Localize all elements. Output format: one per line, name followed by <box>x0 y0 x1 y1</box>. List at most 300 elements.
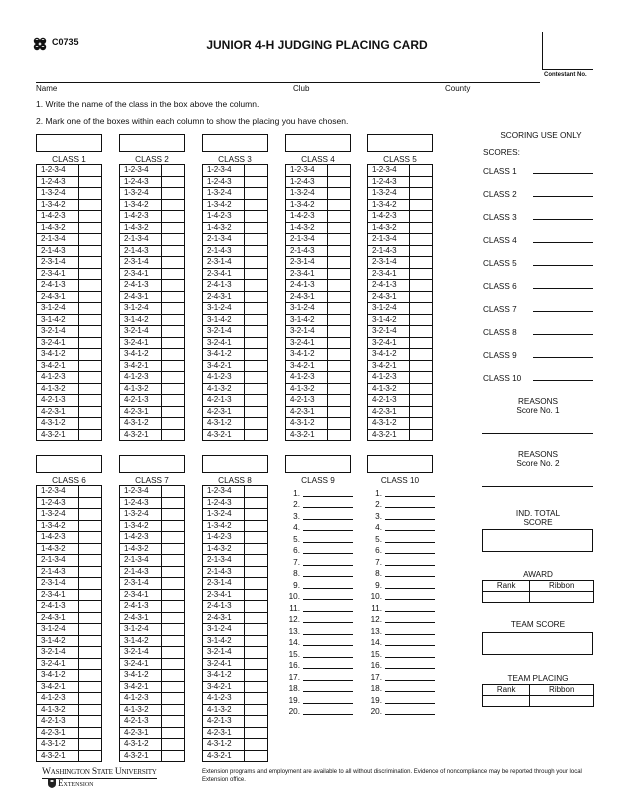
placing-row <box>203 176 268 188</box>
placing-checkbox[interactable] <box>79 314 102 326</box>
placing-checkbox[interactable] <box>245 314 268 326</box>
placing-checkbox[interactable] <box>245 372 268 384</box>
placing-checkbox[interactable] <box>410 429 433 441</box>
placing-checkbox[interactable] <box>79 727 102 739</box>
placing-entry-line[interactable] <box>303 637 353 646</box>
class-name-box[interactable] <box>119 455 185 473</box>
placing-number: 5. <box>293 534 300 544</box>
placing-checkbox[interactable] <box>79 199 102 211</box>
score-entry-line[interactable] <box>533 165 593 174</box>
placing-checkbox[interactable] <box>162 658 185 670</box>
placing-checkbox[interactable] <box>245 211 268 223</box>
score-entry-line[interactable] <box>533 234 593 243</box>
placing-checkbox[interactable] <box>162 681 185 693</box>
placing-checkbox[interactable] <box>328 222 351 234</box>
placing-entry-line[interactable] <box>385 511 435 520</box>
placing-checkbox[interactable] <box>245 497 268 509</box>
placing-entry-line[interactable] <box>303 660 353 669</box>
placing-checkbox[interactable] <box>245 222 268 234</box>
placing-checkbox[interactable] <box>79 429 102 441</box>
placing-checkbox[interactable] <box>162 314 185 326</box>
placing-checkbox[interactable] <box>79 280 102 292</box>
placing-checkbox[interactable] <box>410 372 433 384</box>
placing-entry-line[interactable] <box>303 706 353 715</box>
placing-checkbox[interactable] <box>245 291 268 303</box>
placing-checkbox[interactable] <box>328 199 351 211</box>
placing-checkbox[interactable] <box>245 624 268 636</box>
placing-checkbox[interactable] <box>79 268 102 280</box>
placing-checkbox[interactable] <box>162 635 185 647</box>
placing-checkbox[interactable] <box>245 280 268 292</box>
placing-checkbox[interactable] <box>328 280 351 292</box>
placing-checkbox[interactable] <box>410 326 433 338</box>
placing-entry-line[interactable] <box>303 580 353 589</box>
placing-checkbox[interactable] <box>162 291 185 303</box>
name-club-county-line[interactable] <box>36 82 540 83</box>
placing-checkbox[interactable] <box>162 578 185 590</box>
placing-checkbox[interactable] <box>79 360 102 372</box>
placing-checkbox[interactable] <box>245 326 268 338</box>
placing-checkbox[interactable] <box>328 383 351 395</box>
placing-checkbox[interactable] <box>162 601 185 613</box>
placing-checkbox[interactable] <box>245 360 268 372</box>
placing-checkbox[interactable] <box>410 222 433 234</box>
placing-checkbox[interactable] <box>162 624 185 636</box>
placing-checkbox[interactable] <box>410 314 433 326</box>
placing-checkbox[interactable] <box>245 555 268 567</box>
placing-checkbox[interactable] <box>328 372 351 384</box>
placing-checkbox[interactable] <box>79 750 102 762</box>
placing-entry-line[interactable] <box>385 614 435 623</box>
placing-checkbox[interactable] <box>162 716 185 728</box>
placing-checkbox[interactable] <box>79 211 102 223</box>
score-entry-line[interactable] <box>533 303 593 312</box>
placing-checkbox[interactable] <box>79 647 102 659</box>
placing-checkbox[interactable] <box>410 349 433 361</box>
placing-checkbox[interactable] <box>410 199 433 211</box>
placing-number: 19. <box>288 695 300 705</box>
placing-checkbox[interactable] <box>79 635 102 647</box>
placing-checkbox[interactable] <box>245 635 268 647</box>
placing-checkbox[interactable] <box>162 739 185 751</box>
placing-checkbox[interactable] <box>79 739 102 751</box>
placing-checkbox[interactable] <box>162 372 185 384</box>
placing-row <box>286 222 351 234</box>
placing-line-row <box>367 682 435 694</box>
team-score-box[interactable] <box>482 632 593 655</box>
placing-checkbox[interactable] <box>162 418 185 430</box>
score-entry-line[interactable] <box>533 326 593 335</box>
placing-order: 4-2-1-3 <box>368 395 410 407</box>
placing-entry-line[interactable] <box>385 603 435 612</box>
placing-checkbox[interactable] <box>162 383 185 395</box>
placing-checkbox[interactable] <box>79 497 102 509</box>
placing-checkbox[interactable] <box>162 349 185 361</box>
placing-row <box>203 647 268 659</box>
placing-entry-line[interactable] <box>303 695 353 704</box>
class-name-box[interactable] <box>367 134 433 152</box>
placing-checkbox[interactable] <box>79 372 102 384</box>
placing-checkbox[interactable] <box>79 681 102 693</box>
placing-checkbox[interactable] <box>410 280 433 292</box>
class-name-box[interactable] <box>367 455 433 473</box>
placing-entry-line[interactable] <box>303 488 353 497</box>
placing-checkbox[interactable] <box>162 268 185 280</box>
placing-row <box>37 291 102 303</box>
placing-checkbox[interactable] <box>79 349 102 361</box>
placing-row <box>37 395 102 407</box>
placing-checkbox[interactable] <box>162 555 185 567</box>
placing-checkbox[interactable] <box>79 176 102 188</box>
placing-entry-line[interactable] <box>385 580 435 589</box>
placing-entry-line[interactable] <box>385 488 435 497</box>
placing-checkbox[interactable] <box>245 716 268 728</box>
placing-order: 3-1-4-2 <box>368 314 410 326</box>
placing-checkbox[interactable] <box>245 739 268 751</box>
placing-checkbox[interactable] <box>79 704 102 716</box>
placing-checkbox[interactable] <box>410 291 433 303</box>
placing-checkbox[interactable] <box>79 543 102 555</box>
placing-entry-line[interactable] <box>303 522 353 531</box>
placing-checkbox[interactable] <box>328 188 351 200</box>
placing-entry-line[interactable] <box>303 591 353 600</box>
placing-order: 3-1-4-2 <box>203 635 245 647</box>
team-rank-cell[interactable] <box>483 696 530 707</box>
award-rank-cell[interactable] <box>483 592 530 603</box>
placing-checkbox[interactable] <box>162 589 185 601</box>
placing-entry-line[interactable] <box>385 649 435 658</box>
placing-checkbox[interactable] <box>162 612 185 624</box>
placing-checkbox[interactable] <box>79 670 102 682</box>
placing-checkbox[interactable] <box>79 658 102 670</box>
class-name-box[interactable] <box>36 455 102 473</box>
placing-entry-line[interactable] <box>303 545 353 554</box>
placing-checkbox[interactable] <box>162 566 185 578</box>
placing-row <box>203 555 268 567</box>
team-ribbon-cell[interactable] <box>530 696 594 707</box>
score-entry-line[interactable] <box>533 188 593 197</box>
placing-checkbox[interactable] <box>328 234 351 246</box>
placing-checkbox[interactable] <box>410 360 433 372</box>
score-entry-line[interactable] <box>533 349 593 358</box>
placing-checkbox[interactable] <box>79 601 102 613</box>
placing-checkbox[interactable] <box>162 532 185 544</box>
placing-entry-line[interactable] <box>385 695 435 704</box>
class-column-3 <box>202 134 268 441</box>
score-entry-line[interactable] <box>533 211 593 220</box>
placing-checkbox[interactable] <box>79 303 102 315</box>
placing-checkbox[interactable] <box>328 418 351 430</box>
placing-checkbox[interactable] <box>245 176 268 188</box>
placing-entry-line[interactable] <box>303 534 353 543</box>
placing-order: 2-4-1-3 <box>37 601 79 613</box>
placing-order: 3-2-4-1 <box>37 658 79 670</box>
placing-checkbox[interactable] <box>79 257 102 269</box>
score-entry-line[interactable] <box>533 257 593 266</box>
placing-order: 4-2-3-1 <box>286 406 328 418</box>
placing-checkbox[interactable] <box>162 245 185 257</box>
placing-entry-line[interactable] <box>303 511 353 520</box>
placing-checkbox[interactable] <box>162 520 185 532</box>
placing-checkbox[interactable] <box>162 727 185 739</box>
placing-checkbox[interactable] <box>245 245 268 257</box>
placing-checkbox[interactable] <box>162 188 185 200</box>
placing-checkbox[interactable] <box>410 245 433 257</box>
placing-checkbox[interactable] <box>79 383 102 395</box>
placing-checkbox[interactable] <box>245 612 268 624</box>
award-ribbon-cell[interactable] <box>530 592 594 603</box>
placing-checkbox[interactable] <box>245 337 268 349</box>
placing-checkbox[interactable] <box>79 418 102 430</box>
placing-checkbox[interactable] <box>79 509 102 521</box>
placing-checkbox[interactable] <box>328 314 351 326</box>
placing-entry-line[interactable] <box>303 557 353 566</box>
class-name-box[interactable] <box>202 455 268 473</box>
placing-checkbox[interactable] <box>410 188 433 200</box>
placing-checkbox[interactable] <box>79 291 102 303</box>
ind-total-score-box[interactable] <box>482 529 593 552</box>
placing-checkbox[interactable] <box>162 543 185 555</box>
placing-order: 1-3-2-4 <box>203 509 245 521</box>
class-name-box[interactable] <box>285 134 351 152</box>
placing-checkbox[interactable] <box>162 337 185 349</box>
placing-checkbox[interactable] <box>79 555 102 567</box>
placing-entry-line[interactable] <box>303 568 353 577</box>
instruction-1: 1. Write the name of the class in the box above the column. <box>36 99 260 109</box>
placing-checkbox[interactable] <box>245 693 268 705</box>
placing-checkbox[interactable] <box>162 326 185 338</box>
placing-checkbox[interactable] <box>245 303 268 315</box>
placing-checkbox[interactable] <box>245 681 268 693</box>
placing-entry-line[interactable] <box>385 522 435 531</box>
placing-order: 3-2-4-1 <box>368 337 410 349</box>
placing-checkbox[interactable] <box>245 543 268 555</box>
placing-checkbox[interactable] <box>162 176 185 188</box>
placing-line-row <box>285 624 353 636</box>
placing-row <box>286 372 351 384</box>
placing-row <box>203 727 268 739</box>
award-ribbon-header: Ribbon <box>530 581 594 592</box>
placing-checkbox[interactable] <box>245 257 268 269</box>
placing-checkbox[interactable] <box>162 257 185 269</box>
placing-checkbox[interactable] <box>328 245 351 257</box>
placing-checkbox[interactable] <box>79 624 102 636</box>
placing-entry-line[interactable] <box>303 672 353 681</box>
score-entry-line[interactable] <box>533 280 593 289</box>
class-name-box[interactable] <box>285 455 351 473</box>
placing-checkbox[interactable] <box>79 406 102 418</box>
class-name-box[interactable] <box>119 134 185 152</box>
placing-checkbox[interactable] <box>328 337 351 349</box>
placing-entry-line[interactable] <box>385 545 435 554</box>
placing-checkbox[interactable] <box>162 211 185 223</box>
placing-checkbox[interactable] <box>162 486 185 498</box>
placing-number: 17. <box>288 672 300 682</box>
placing-entry-line[interactable] <box>385 591 435 600</box>
placing-checkbox[interactable] <box>410 257 433 269</box>
placing-checkbox[interactable] <box>79 337 102 349</box>
placing-order: 1-2-3-4 <box>120 165 162 177</box>
placing-checkbox[interactable] <box>328 429 351 441</box>
placing-order: 3-4-1-2 <box>286 349 328 361</box>
placing-checkbox[interactable] <box>79 612 102 624</box>
placing-checkbox[interactable] <box>245 509 268 521</box>
placing-checkbox[interactable] <box>245 165 268 177</box>
placing-checkbox[interactable] <box>328 349 351 361</box>
placing-checkbox[interactable] <box>79 589 102 601</box>
placing-checkbox[interactable] <box>79 222 102 234</box>
placing-checkbox[interactable] <box>162 750 185 762</box>
placing-entry-line[interactable] <box>385 626 435 635</box>
placing-checkbox[interactable] <box>162 406 185 418</box>
placing-checkbox[interactable] <box>162 693 185 705</box>
placing-checkbox[interactable] <box>410 211 433 223</box>
placing-checkbox[interactable] <box>245 429 268 441</box>
score-entry-line[interactable] <box>533 372 593 381</box>
placing-checkbox[interactable] <box>328 291 351 303</box>
placing-checkbox[interactable] <box>162 647 185 659</box>
placing-entry-line[interactable] <box>303 614 353 623</box>
placing-checkbox[interactable] <box>410 268 433 280</box>
placing-checkbox[interactable] <box>162 509 185 521</box>
placing-checkbox[interactable] <box>410 234 433 246</box>
placing-checkbox[interactable] <box>162 222 185 234</box>
placing-checkbox[interactable] <box>162 303 185 315</box>
placing-entry-line[interactable] <box>385 499 435 508</box>
placing-checkbox[interactable] <box>245 406 268 418</box>
placing-row <box>203 429 268 441</box>
placing-checkbox[interactable] <box>162 234 185 246</box>
placing-order: 2-1-3-4 <box>120 234 162 246</box>
placing-checkbox[interactable] <box>162 280 185 292</box>
placing-checkbox[interactable] <box>162 360 185 372</box>
placing-entry-line[interactable] <box>303 649 353 658</box>
placing-checkbox[interactable] <box>245 727 268 739</box>
placing-checkbox[interactable] <box>79 245 102 257</box>
placing-checkbox[interactable] <box>245 520 268 532</box>
placing-checkbox[interactable] <box>410 395 433 407</box>
reasons-2-score-line[interactable] <box>482 486 593 487</box>
class-name-box[interactable] <box>202 134 268 152</box>
placing-order: 4-1-3-2 <box>120 383 162 395</box>
placing-entry-line[interactable] <box>385 637 435 646</box>
placing-checkbox[interactable] <box>79 234 102 246</box>
placing-entry-line[interactable] <box>385 672 435 681</box>
placing-checkbox[interactable] <box>162 704 185 716</box>
placing-checkbox[interactable] <box>79 326 102 338</box>
placing-checkbox[interactable] <box>245 578 268 590</box>
placing-checkbox[interactable] <box>79 532 102 544</box>
placing-checkbox[interactable] <box>245 566 268 578</box>
placing-checkbox[interactable] <box>245 395 268 407</box>
placing-checkbox[interactable] <box>328 406 351 418</box>
placing-checkbox[interactable] <box>328 211 351 223</box>
class-name-box[interactable] <box>36 134 102 152</box>
placing-checkbox[interactable] <box>245 658 268 670</box>
placing-checkbox[interactable] <box>410 303 433 315</box>
contestant-number-field[interactable] <box>542 32 593 70</box>
placing-checkbox[interactable] <box>79 693 102 705</box>
placing-checkbox[interactable] <box>328 165 351 177</box>
placing-row <box>120 326 185 338</box>
placing-entry-line[interactable] <box>303 683 353 692</box>
placing-checkbox[interactable] <box>79 520 102 532</box>
placing-checkbox[interactable] <box>245 704 268 716</box>
placing-checkbox[interactable] <box>410 337 433 349</box>
placing-checkbox[interactable] <box>245 750 268 762</box>
placing-entry-line[interactable] <box>385 557 435 566</box>
placing-order: 2-4-3-1 <box>37 291 79 303</box>
placing-checkbox[interactable] <box>79 566 102 578</box>
placing-checkbox[interactable] <box>410 383 433 395</box>
placing-order: 2-4-1-3 <box>203 601 245 613</box>
placing-entry-line[interactable] <box>385 534 435 543</box>
placing-checkbox[interactable] <box>245 234 268 246</box>
placing-checkbox[interactable] <box>162 429 185 441</box>
placing-checkbox[interactable] <box>162 670 185 682</box>
placing-checkbox[interactable] <box>245 601 268 613</box>
placing-checkbox[interactable] <box>245 383 268 395</box>
placing-checkbox[interactable] <box>410 418 433 430</box>
placing-checkbox[interactable] <box>245 268 268 280</box>
placing-entry-line[interactable] <box>385 683 435 692</box>
placing-checkbox[interactable] <box>328 395 351 407</box>
placing-checkbox[interactable] <box>328 360 351 372</box>
placing-checkbox[interactable] <box>79 578 102 590</box>
placing-checkbox[interactable] <box>410 165 433 177</box>
placing-checkbox[interactable] <box>328 268 351 280</box>
placing-entry-line[interactable] <box>385 706 435 715</box>
placing-order: 2-3-1-4 <box>203 578 245 590</box>
placing-checkbox[interactable] <box>245 647 268 659</box>
placing-checkbox[interactable] <box>245 188 268 200</box>
placing-entry-line[interactable] <box>303 603 353 612</box>
placing-checkbox[interactable] <box>328 257 351 269</box>
placing-checkbox[interactable] <box>245 532 268 544</box>
placing-checkbox[interactable] <box>328 303 351 315</box>
placing-checkbox[interactable] <box>410 406 433 418</box>
placing-checkbox[interactable] <box>79 486 102 498</box>
placing-checkbox[interactable] <box>162 165 185 177</box>
reasons-1-score-line[interactable] <box>482 433 593 434</box>
placing-entry-line[interactable] <box>385 660 435 669</box>
placing-checkbox[interactable] <box>245 349 268 361</box>
placing-checkbox[interactable] <box>245 670 268 682</box>
placing-entry-line[interactable] <box>303 626 353 635</box>
placing-checkbox[interactable] <box>410 176 433 188</box>
placing-checkbox[interactable] <box>328 326 351 338</box>
placing-checkbox[interactable] <box>162 395 185 407</box>
placing-order: 2-1-4-3 <box>37 245 79 257</box>
placing-checkbox[interactable] <box>162 497 185 509</box>
placing-checkbox[interactable] <box>79 716 102 728</box>
placing-checkbox[interactable] <box>79 165 102 177</box>
placing-row <box>37 280 102 292</box>
placing-checkbox[interactable] <box>162 199 185 211</box>
placing-entry-line[interactable] <box>303 499 353 508</box>
placing-number: 16. <box>288 661 300 670</box>
placing-row <box>203 326 268 338</box>
placing-checkbox[interactable] <box>245 589 268 601</box>
placing-checkbox[interactable] <box>245 418 268 430</box>
placing-checkbox[interactable] <box>245 199 268 211</box>
placing-checkbox[interactable] <box>79 188 102 200</box>
placing-entry-line[interactable] <box>385 568 435 577</box>
placing-row <box>37 727 102 739</box>
placing-checkbox[interactable] <box>245 486 268 498</box>
placing-checkbox[interactable] <box>328 176 351 188</box>
placing-checkbox[interactable] <box>79 395 102 407</box>
